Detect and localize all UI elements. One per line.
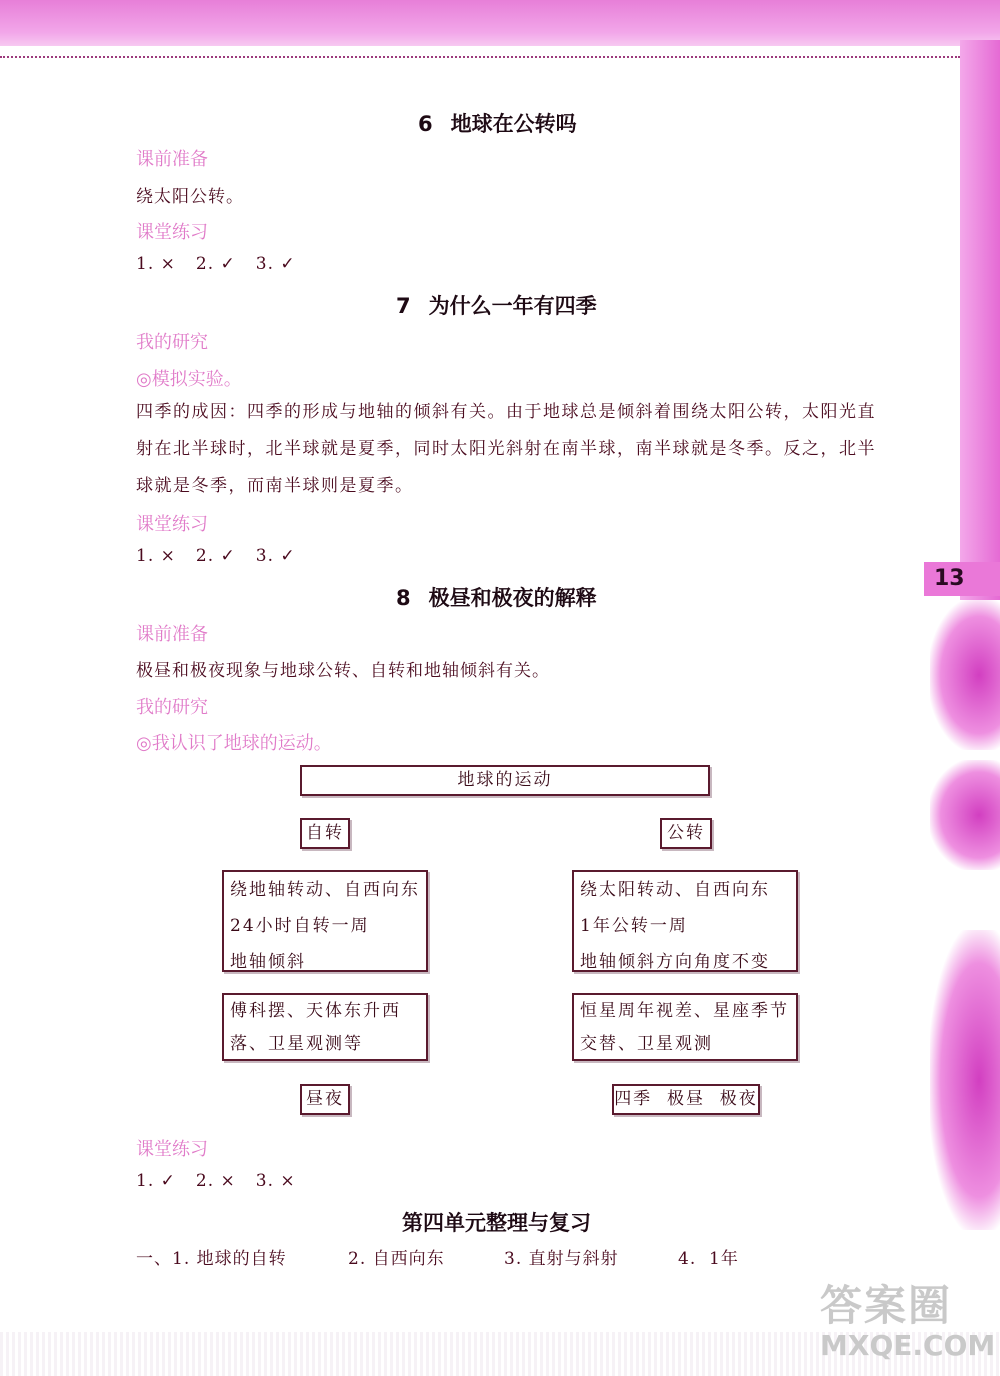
- practice-answers: [136, 254, 316, 274]
- section-number: 7: [396, 294, 411, 318]
- day-night-box: 昼夜: [300, 1084, 350, 1115]
- prep-label: 课前准备: [136, 624, 208, 645]
- watermark-url: MXQE.COM: [820, 1329, 996, 1362]
- rotation-box: 自转: [300, 818, 350, 849]
- section-title-text: 极昼和极夜的解释: [428, 586, 597, 610]
- section-title-text: 地球在公转吗: [450, 112, 577, 136]
- seasons-box: 四季 极昼 极夜: [612, 1084, 760, 1115]
- review-answer: 3. 直射与斜射: [504, 1249, 619, 1269]
- property-line: 绕地轴转动、自西向东: [230, 880, 420, 900]
- diagram-top-box: 地球的运动: [300, 765, 710, 796]
- property-line: 1年公转一周: [580, 916, 688, 936]
- answer-item: 1. ×: [136, 546, 176, 566]
- rotation-properties-box: [222, 870, 428, 972]
- rotation-evidence-box: [222, 993, 428, 1061]
- right-decorative-band: [960, 40, 1000, 600]
- answer-item: 2. ✓: [195, 254, 236, 274]
- answer-item: 2. ✓: [195, 546, 236, 566]
- property-line: 地轴倾斜: [230, 952, 306, 972]
- review-answer: 2. 自西向东: [348, 1249, 445, 1269]
- review-answer: 一、1. 地球的自转: [136, 1249, 287, 1269]
- section-title: [418, 108, 577, 138]
- research-label: 我的研究: [136, 332, 208, 353]
- revolution-box: 公转: [660, 818, 712, 849]
- answer-item: 3. ✓: [255, 254, 296, 274]
- evidence-line: 傅科摆、天体东升西: [230, 1001, 401, 1021]
- property-line: 绕太阳转动、自西向东: [580, 880, 770, 900]
- property-line: 地轴倾斜方向角度不变: [580, 952, 770, 972]
- watermark-text: 答案圈: [820, 1281, 953, 1330]
- section-title: [396, 290, 597, 320]
- experiment-label: ◎模拟实验。: [136, 369, 242, 390]
- fern-decoration: [930, 760, 1000, 870]
- review-answer: 4. 1年: [678, 1249, 739, 1269]
- revolution-evidence-box: [572, 993, 798, 1061]
- page-number: 13: [924, 562, 1000, 596]
- prep-text: 绕太阳公转。: [136, 187, 244, 207]
- section-title-text: 为什么一年有四季: [428, 294, 597, 318]
- review-title: 第四单元整理与复习: [402, 1211, 591, 1235]
- research-label: 我的研究: [136, 697, 208, 718]
- knowledge-label: ◎我认识了地球的运动。: [136, 733, 332, 754]
- section-number: 6: [418, 112, 433, 136]
- answer-item: 3. ×: [255, 1171, 296, 1191]
- evidence-line: 恒星周年视差、星座季节: [580, 1001, 789, 1021]
- dotted-divider: [0, 56, 960, 58]
- answer-item: 1. ×: [136, 254, 176, 274]
- answer-item: 2. ×: [195, 1171, 236, 1191]
- practice-label: 课堂练习: [136, 222, 208, 243]
- practice-answers: [136, 546, 316, 566]
- practice-label: 课堂练习: [136, 514, 208, 535]
- revolution-properties-box: [572, 870, 798, 972]
- section-number: 8: [396, 586, 411, 610]
- prep-text: 极昼和极夜现象与地球公转、自转和地轴倾斜有关。: [136, 661, 550, 681]
- top-decorative-band: [0, 0, 1000, 46]
- property-line: 24小时自转一周: [230, 916, 370, 936]
- practice-answers: [136, 1171, 316, 1191]
- fern-decoration: [930, 930, 1000, 1230]
- fern-decoration: [930, 600, 1000, 750]
- answer-item: 1. ✓: [136, 1171, 176, 1191]
- answer-item: 3. ✓: [255, 546, 296, 566]
- watermark-logo: [820, 1281, 996, 1366]
- evidence-line: 落、卫星观测等: [230, 1034, 363, 1054]
- prep-label: 课前准备: [136, 149, 208, 170]
- practice-label: 课堂练习: [136, 1139, 208, 1160]
- seasons-explanation: 四季的成因：四季的形成与地轴的倾斜有关。由于地球总是倾斜着围绕太阳公转，太阳光直射在北半球时，北半球就是夏季，同时太阳光斜射在南半球，南半球就是冬季。反之，北半球就是冬季，而南半球则是夏季。: [136, 402, 876, 496]
- section-title: [396, 582, 597, 612]
- evidence-line: 交替、卫星观测: [580, 1034, 713, 1054]
